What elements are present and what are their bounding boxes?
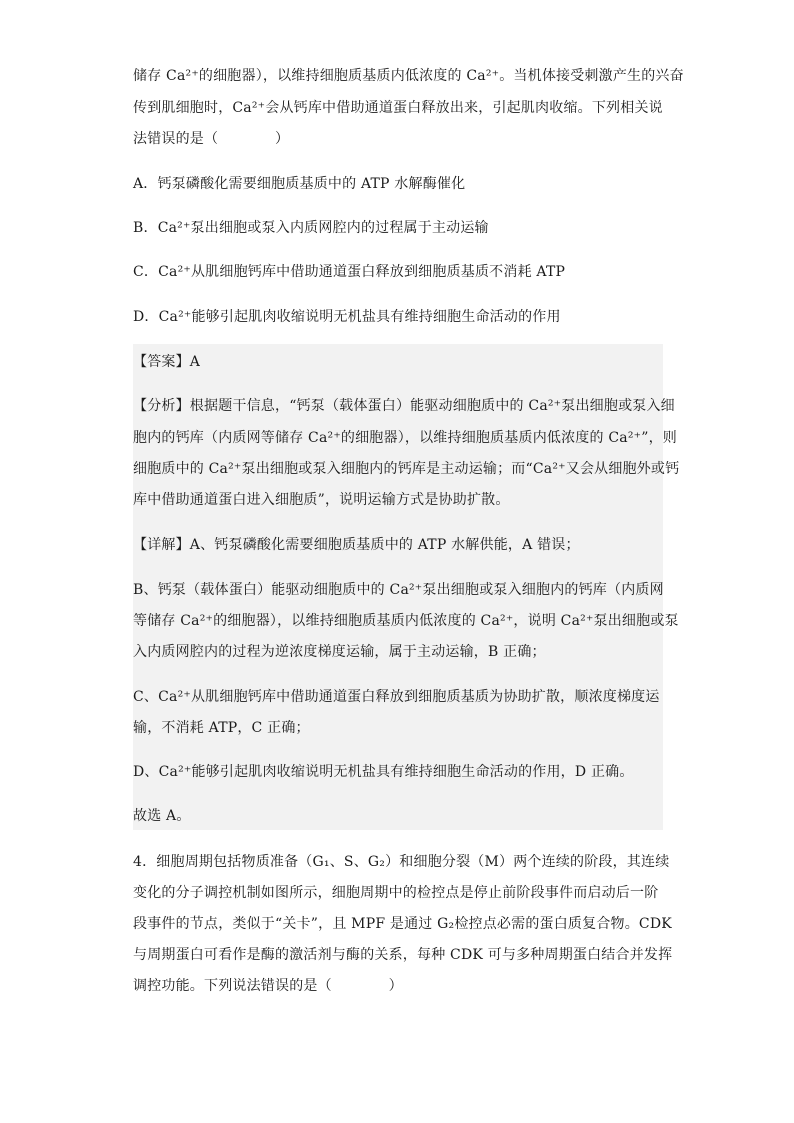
detail-b-line: 等储存 Ca²⁺的细胞器），以维持细胞质基质内低浓度的 Ca²⁺，说明 Ca²⁺泵出细胞或泵 [133, 613, 679, 629]
question-4-line: 段事件的节点，类似于“关卡”，且 MPF 是通过 G₂检控点必需的蛋白质复合物。CDK [133, 916, 672, 932]
analysis-line: 库中借助通道蛋白进入细胞质”，说明运输方式是协助扩散。 [133, 492, 510, 508]
detail-c-line: C、Ca²⁺从肌细胞钙库中借助通道蛋白释放到细胞质基质为协助扩散，顺浓度梯度运 [133, 689, 660, 705]
question-4-line: 变化的分子调控机制如图所示，细胞周期中的检控点是停止前阶段事件而启动后一阶 [133, 885, 659, 901]
option-c: C．Ca²⁺从肌细胞钙库中借助通道蛋白释放到细胞质基质不消耗 ATP [133, 264, 566, 280]
answer-label: 【答案】A [133, 354, 201, 370]
option-a: A．钙泵磷酸化需要细胞质基质中的 ATP 水解酶催化 [133, 176, 466, 192]
question-4-line: 与周期蛋白可看作是酶的激活剂与酶的关系，每种 CDK 可与多种周期蛋白结合并发挥 [133, 947, 673, 963]
detail-b-line: B、钙泵（载体蛋白）能驱动细胞质中的 Ca²⁺泵出细胞或泵入细胞内的钙库（内质网 [133, 582, 664, 598]
question-stem-line: 传到肌细胞时，Ca²⁺会从钙库中借助通道蛋白释放出来，引起肌肉收缩。下列相关说 [133, 100, 663, 116]
analysis-line: 细胞质中的 Ca²⁺泵出细胞或泵入细胞内的钙库是主动运输；而“Ca²⁺又会从细胞外或钙 [133, 461, 680, 477]
option-d: D．Ca²⁺能够引起肌肉收缩说明无机盐具有维持细胞生命活动的作用 [133, 309, 561, 325]
final-choice: 故选 A。 [133, 808, 191, 824]
question-4-line: 4．细胞周期包括物质准备（G₁、S、G₂）和细胞分裂（M）两个连续的阶段，其连续 [133, 854, 670, 870]
analysis-line: 【分析】根据题干信息，“钙泵（载体蛋白）能驱动细胞质中的 Ca²⁺泵出细胞或泵入细 [133, 398, 675, 414]
detail-d: D、Ca²⁺能够引起肌肉收缩说明无机盐具有维持细胞生命活动的作用，D 正确。 [133, 764, 634, 780]
question-stem-line: 储存 Ca²⁺的细胞器），以维持细胞质基质内低浓度的 Ca²⁺。当机体接受刺激产生的兴奋 [133, 68, 684, 84]
detail-b-line: 入内质网腔内的过程为逆浓度梯度运输，属于主动运输，B 正确； [133, 644, 546, 660]
option-b: B．Ca²⁺泵出细胞或泵入内质网腔内的过程属于主动运输 [133, 220, 489, 236]
analysis-line: 胞内的钙库（内质网等储存 Ca²⁺的细胞器），以维持细胞质基质内低浓度的 Ca²⁺”，则 [133, 430, 677, 446]
question-stem-line: 法错误的是（ ） [133, 131, 290, 147]
question-4-line: 调控功能。下列说法错误的是（ ） [133, 978, 403, 994]
detail-a: 【详解】A、钙泵磷酸化需要细胞质基质中的 ATP 水解供能，A 错误； [133, 537, 580, 553]
detail-c-line: 输，不消耗 ATP，C 正确； [133, 720, 310, 736]
